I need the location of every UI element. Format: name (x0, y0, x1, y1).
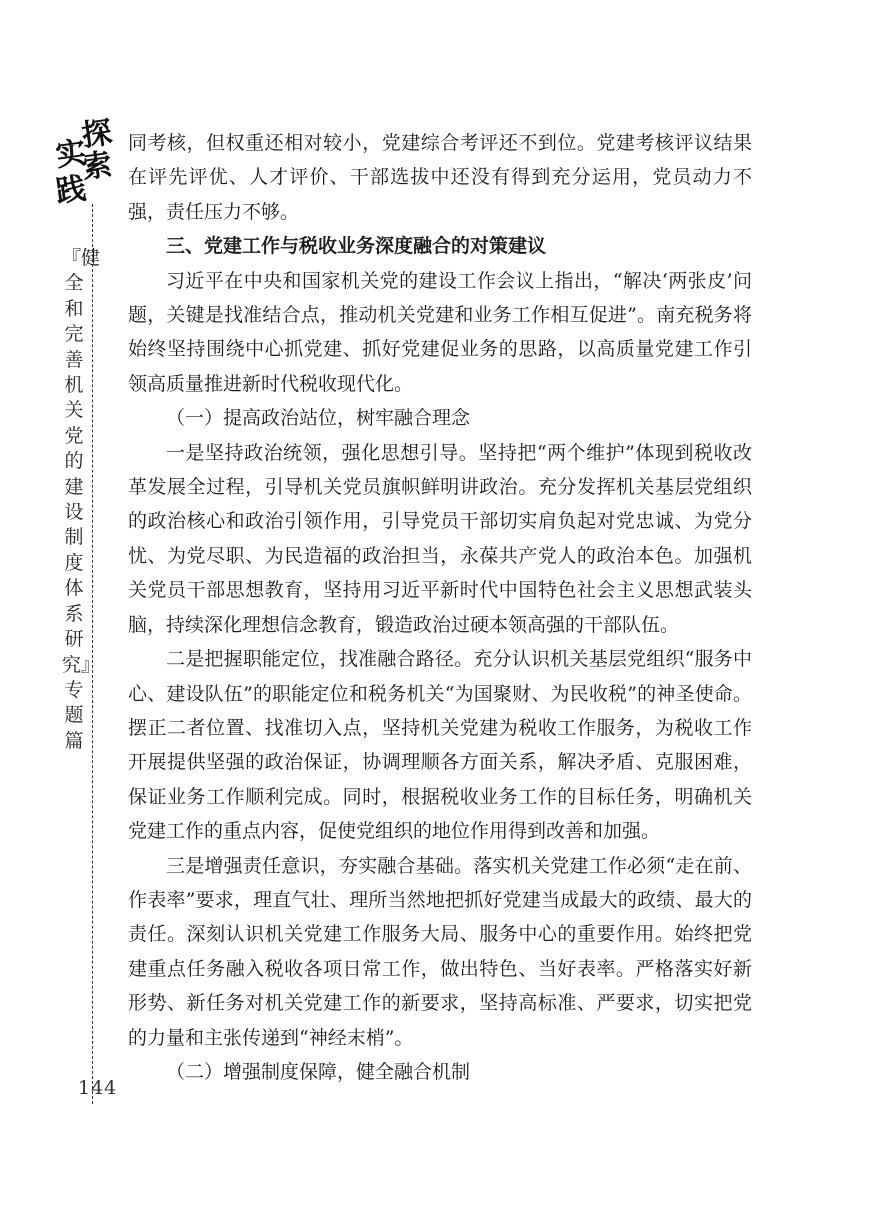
paragraph: 二是把握职能定位，找准融合路径。充分认识机关基层党组织“服务中心、建设队伍”的职能定位和税务机关“为国聚财、为民收税”的神圣使命。摆正二者位置、找准切入点，坚持机关党建为税收工作服务，为税收工作开展提供坚强的政治保证，协调理顺各方面关系，解决矛盾、克服困难，保证业务工作顺利完成。同时，根据税收业务工作的目标任务，明确机关党建工作的重点内容，促使党组织的地位作用得到改善和加强。 (128, 648, 752, 843)
subsection-heading: （一）提高政治站位，树牢融合理念 (166, 407, 471, 430)
body-text (128, 126, 752, 1089)
section-heading: 三、党建工作与税收业务深度融合的对策建议 (166, 235, 547, 258)
section-logo (53, 115, 116, 228)
logo-char: 索 (79, 147, 115, 186)
logo-char: 探 (79, 115, 115, 154)
subsection-heading: （二）增强制度保障，健全融合机制 (166, 1060, 471, 1083)
page-number: 144 (78, 1077, 118, 1099)
paragraph: 习近平在中央和国家机关党的建设工作会议上指出，“解决‘两张皮’问题，关键是找准结合点，推动机关党建和业务工作相互促进”。南充税务将始终坚持围绕中心抓党建、抓好党建促业务的思路，以高质量党建工作引领高质量推进新时代税收现代化。 (128, 269, 752, 395)
logo-char: 践 (53, 171, 89, 210)
logo-char: 实 (53, 135, 89, 174)
paragraph: 三是增强责任意识，夯实融合基础。落实机关党建工作必须“走在前、作表率”要求，理直气壮、理所当然地把抓好党建当成最大的政绩、最大的责任。深刻认识机关党建工作服务大局、服务中心的重要作用。始终把党建重点任务融入税收各项日常工作，做出特色、当好表率。严格落实好新形势、新任务对机关党建工作的新要求，坚持高标准、严要求，切实把党的力量和主张传递到“神经末梢”。 (128, 854, 752, 1049)
margin-column (53, 115, 116, 1098)
section-title-vertical: 『健全和完善机关党的建设制度体系研究』专题篇 (62, 247, 101, 752)
paragraph: 一是坚持政治统领，强化思想引导。坚持把“两个维护”体现到税收改革发展全过程，引导机关党员旗帜鲜明讲政治。充分发挥机关基层党组织的政治核心和政治引领作用，引导党员干部切实肩负起对党忠诚、为党分忧、为党尽职、为民造福的政治担当，永葆共产党人的政治本色。加强机关党员干部思想教育，坚持用习近平新时代中国特色社会主义思想武装头脑，持续深化理想信念教育，锻造政治过硬本领高强的干部队伍。 (128, 441, 752, 636)
paragraph: 同考核，但权重还相对较小，党建综合考评还不到位。党建考核评议结果在评先评优、人才评价、干部选拔中还没有得到充分运用，党员动力不强，责任压力不够。 (128, 132, 752, 223)
